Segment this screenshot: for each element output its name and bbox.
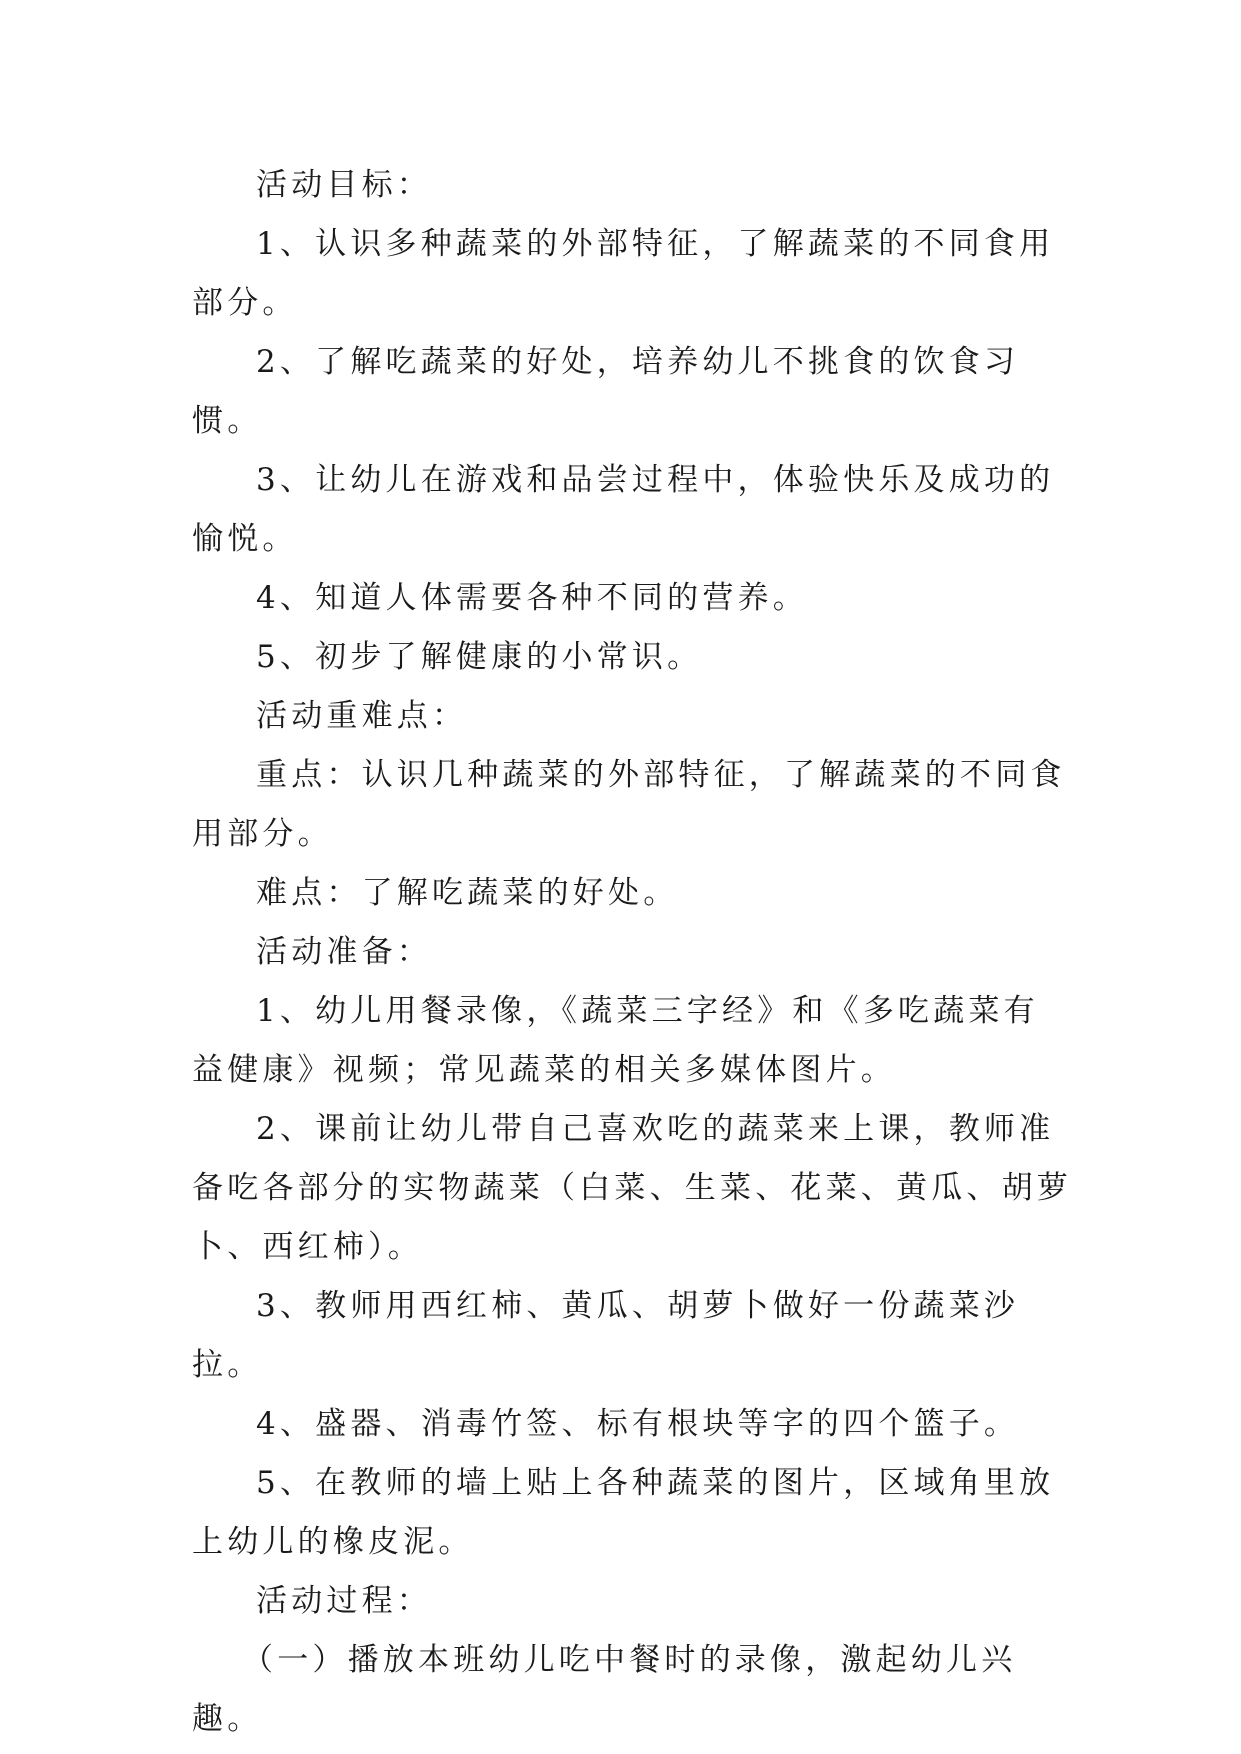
prep-item-3: 3、教师用西红柿、黄瓜、胡萝卜做好一份蔬菜沙拉。 [192, 1288, 1020, 1383]
heading-activity-preparation: 活动准备： [256, 934, 432, 970]
prep-item-2: 2、课前让幼儿带自己喜欢吃的蔬菜来上课，教师准备吃各部分的实物蔬菜（白菜、生菜、花菜、黄瓜、胡萝卜、西红柿）。 [192, 1111, 1072, 1265]
process-step-1: （一）播放本班幼儿吃中餐时的录像，激起幼儿兴趣。 [192, 1642, 1017, 1737]
goal-item-2: 2、了解吃蔬菜的好处，培养幼儿不挑食的饮食习惯。 [192, 344, 1020, 439]
key-point: 重点：认识几种蔬菜的外部特征，了解蔬菜的不同食用部分。 [192, 757, 1066, 852]
goal-item-4: 4、知道人体需要各种不同的营养。 [256, 580, 808, 616]
difficult-point: 难点：了解吃蔬菜的好处。 [256, 875, 679, 911]
goal-item-1: 1、认识多种蔬菜的外部特征，了解蔬菜的不同食用部分。 [192, 226, 1055, 321]
prep-item-1: 1、幼儿用餐录像，《蔬菜三字经》和《多吃蔬菜有益健康》视频；常见蔬菜的相关多媒体图片。 [192, 993, 1039, 1088]
goal-item-3: 3、让幼儿在游戏和品尝过程中，体验快乐及成功的愉悦。 [192, 462, 1055, 557]
prep-item-4: 4、盛器、消毒竹签、标有根块等字的四个篮子。 [256, 1406, 1020, 1442]
prep-item-5: 5、在教师的墙上贴上各种蔬菜的图片，区域角里放上幼儿的橡皮泥。 [192, 1465, 1055, 1560]
heading-activity-goals: 活动目标： [256, 167, 432, 203]
document-body [192, 156, 1072, 1749]
goal-item-5: 5、初步了解健康的小常识。 [256, 639, 703, 675]
heading-activity-process: 活动过程： [256, 1583, 432, 1619]
heading-key-difficulties: 活动重难点： [256, 698, 468, 734]
